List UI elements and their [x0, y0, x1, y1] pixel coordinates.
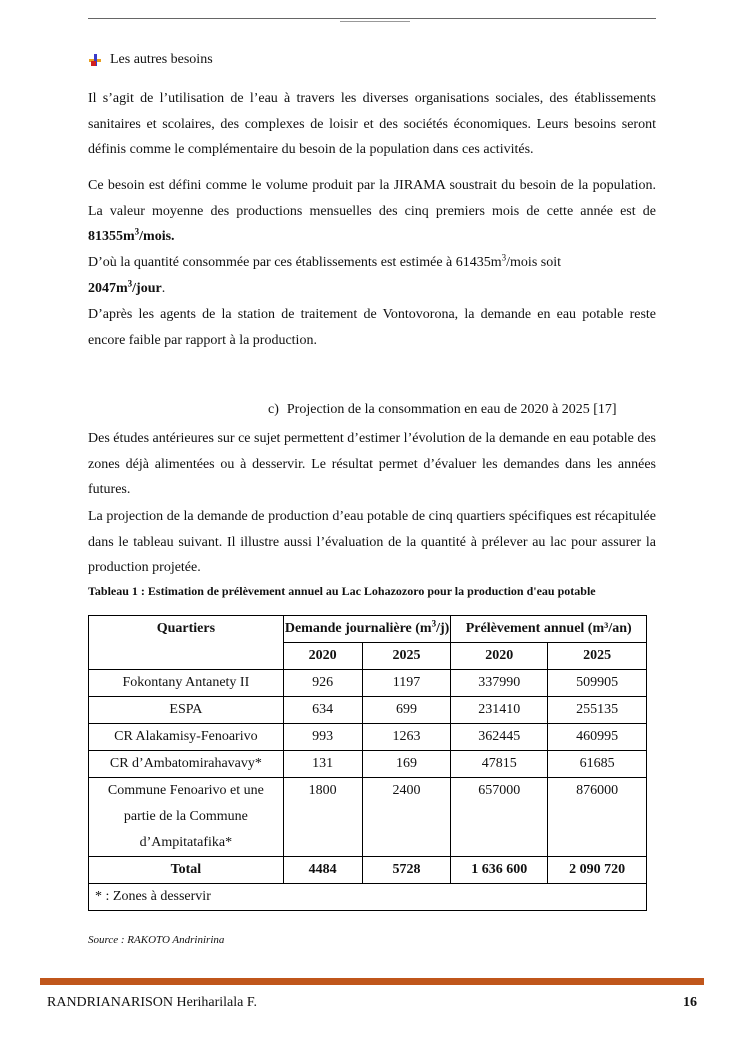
estimation-table	[88, 615, 647, 911]
cell: 1197	[362, 670, 451, 697]
bullet-icon	[88, 53, 102, 67]
cell: 61685	[548, 751, 647, 778]
paragraph-autres-besoins: Il s’agit de l’utilisation de l’eau à travers les diverses organisations sociales, des établissements sanitaires et scolaires, des complexes de loisir et des sociétés économiques. Leurs besoins seront définis comme le complémentaire du besoin de la population dans ces activités.	[88, 91, 656, 158]
cell: 1263	[362, 724, 451, 751]
cell: 699	[362, 697, 451, 724]
projection-title: Projection de la consommation en eau de 2020 à 2025 [17]	[286, 402, 617, 417]
table-row	[89, 751, 647, 778]
section-heading	[88, 52, 213, 68]
cell: 362445	[451, 724, 548, 751]
paragraph-etudes: Des études antérieures sur ce sujet permettent d’estimer l’évolution de la demande en eau potable des zones déjà alimentées ou à desservir. Le résultat permet d’évaluer les demandes dans les années futures.	[88, 431, 656, 498]
year-cell: 2020	[451, 643, 548, 670]
cell: 509905	[548, 670, 647, 697]
cell: 4484	[283, 857, 362, 884]
cell: 634	[283, 697, 362, 724]
total-label: Total	[89, 857, 284, 884]
year-cell: 2020	[283, 643, 362, 670]
quartier-name: Commune Fenoarivo et une partie de la Commune d’Ampitatafika*	[89, 778, 284, 857]
header-demande: Demande journalière $(m^3/j)$	[283, 616, 451, 643]
cell: 337990	[451, 670, 548, 697]
projection-marker: c)	[268, 402, 279, 417]
daily-value: $2047m^3$/jour	[88, 278, 162, 296]
cell: 2 090 720	[548, 857, 647, 884]
cell: 1 636 600	[451, 857, 548, 884]
quartier-name: Fokontany Antanety II	[89, 670, 284, 697]
cell: 2400	[362, 778, 451, 857]
projection-heading	[268, 402, 617, 418]
table-row	[89, 697, 647, 724]
table-note: * : Zones à desservir	[89, 884, 647, 911]
table-source: Source : RAKOTO Andrinirina	[88, 934, 225, 946]
table-header-row	[89, 616, 647, 643]
cell: 131	[283, 751, 362, 778]
cell: 231410	[451, 697, 548, 724]
cell: 657000	[451, 778, 548, 857]
cell: 993	[283, 724, 362, 751]
quartier-name: ESPA	[89, 697, 284, 724]
header-rule-accent	[340, 21, 410, 22]
quartier-name: CR Alakamisy-Fenoarivo	[89, 724, 284, 751]
quartier-name: CR d’Ambatomirahavavy*	[89, 751, 284, 778]
table-row	[89, 670, 647, 697]
paragraph-jirama: Ce besoin est défini comme le volume produit par la JIRAMA soustrait du besoin de la population. La valeur moyenne des productions mensuelles des cinq premiers mois de cette année est de $81355m^3$/mois. D’où la quantité consommée par ces établissements est estimée à $61435m^3$/mois soit $2047m^3$/jour.	[88, 178, 656, 296]
year-cell: 2025	[362, 643, 451, 670]
paragraph-vontovorona: D’après les agents de la station de traitement de Vontovorona, la demande en eau potable reste encore faible par rapport à la production.	[88, 307, 656, 348]
header-prelevement: Prélèvement annuel (m³/an)	[451, 616, 647, 643]
page-number: 16	[683, 995, 697, 1010]
cell: 926	[283, 670, 362, 697]
header-quartiers: Quartiers	[89, 616, 284, 670]
section-heading-text: Les autres besoins	[110, 52, 213, 67]
table-row	[89, 778, 647, 857]
table-row	[89, 724, 647, 751]
header-rule	[88, 18, 656, 19]
footer-author: RANDRIANARISON Heriharilala F.	[47, 995, 258, 1010]
table-total-row	[89, 857, 647, 884]
table-caption: Tableau 1 : Estimation de prélèvement annuel au Lac Lohazozoro pour la production d'eau potable	[88, 584, 596, 598]
cell: 169	[362, 751, 451, 778]
cell: 5728	[362, 857, 451, 884]
year-cell: 2025	[548, 643, 647, 670]
cell: 1800	[283, 778, 362, 857]
monthly-value: $81355m^3$/mois.	[88, 226, 175, 245]
paragraph-projection: La projection de la demande de production d’eau potable de cinq quartiers spécifiques est récapitulée dans le tableau suivant. Il illustre aussi l’évaluation de la quantité à prélever au lac pour assurer la production projetée.	[88, 509, 656, 576]
cell: 255135	[548, 697, 647, 724]
cell: 47815	[451, 751, 548, 778]
cell: 876000	[548, 778, 647, 857]
footer-bar	[40, 978, 704, 985]
cell: 460995	[548, 724, 647, 751]
table-note-row	[89, 884, 647, 911]
